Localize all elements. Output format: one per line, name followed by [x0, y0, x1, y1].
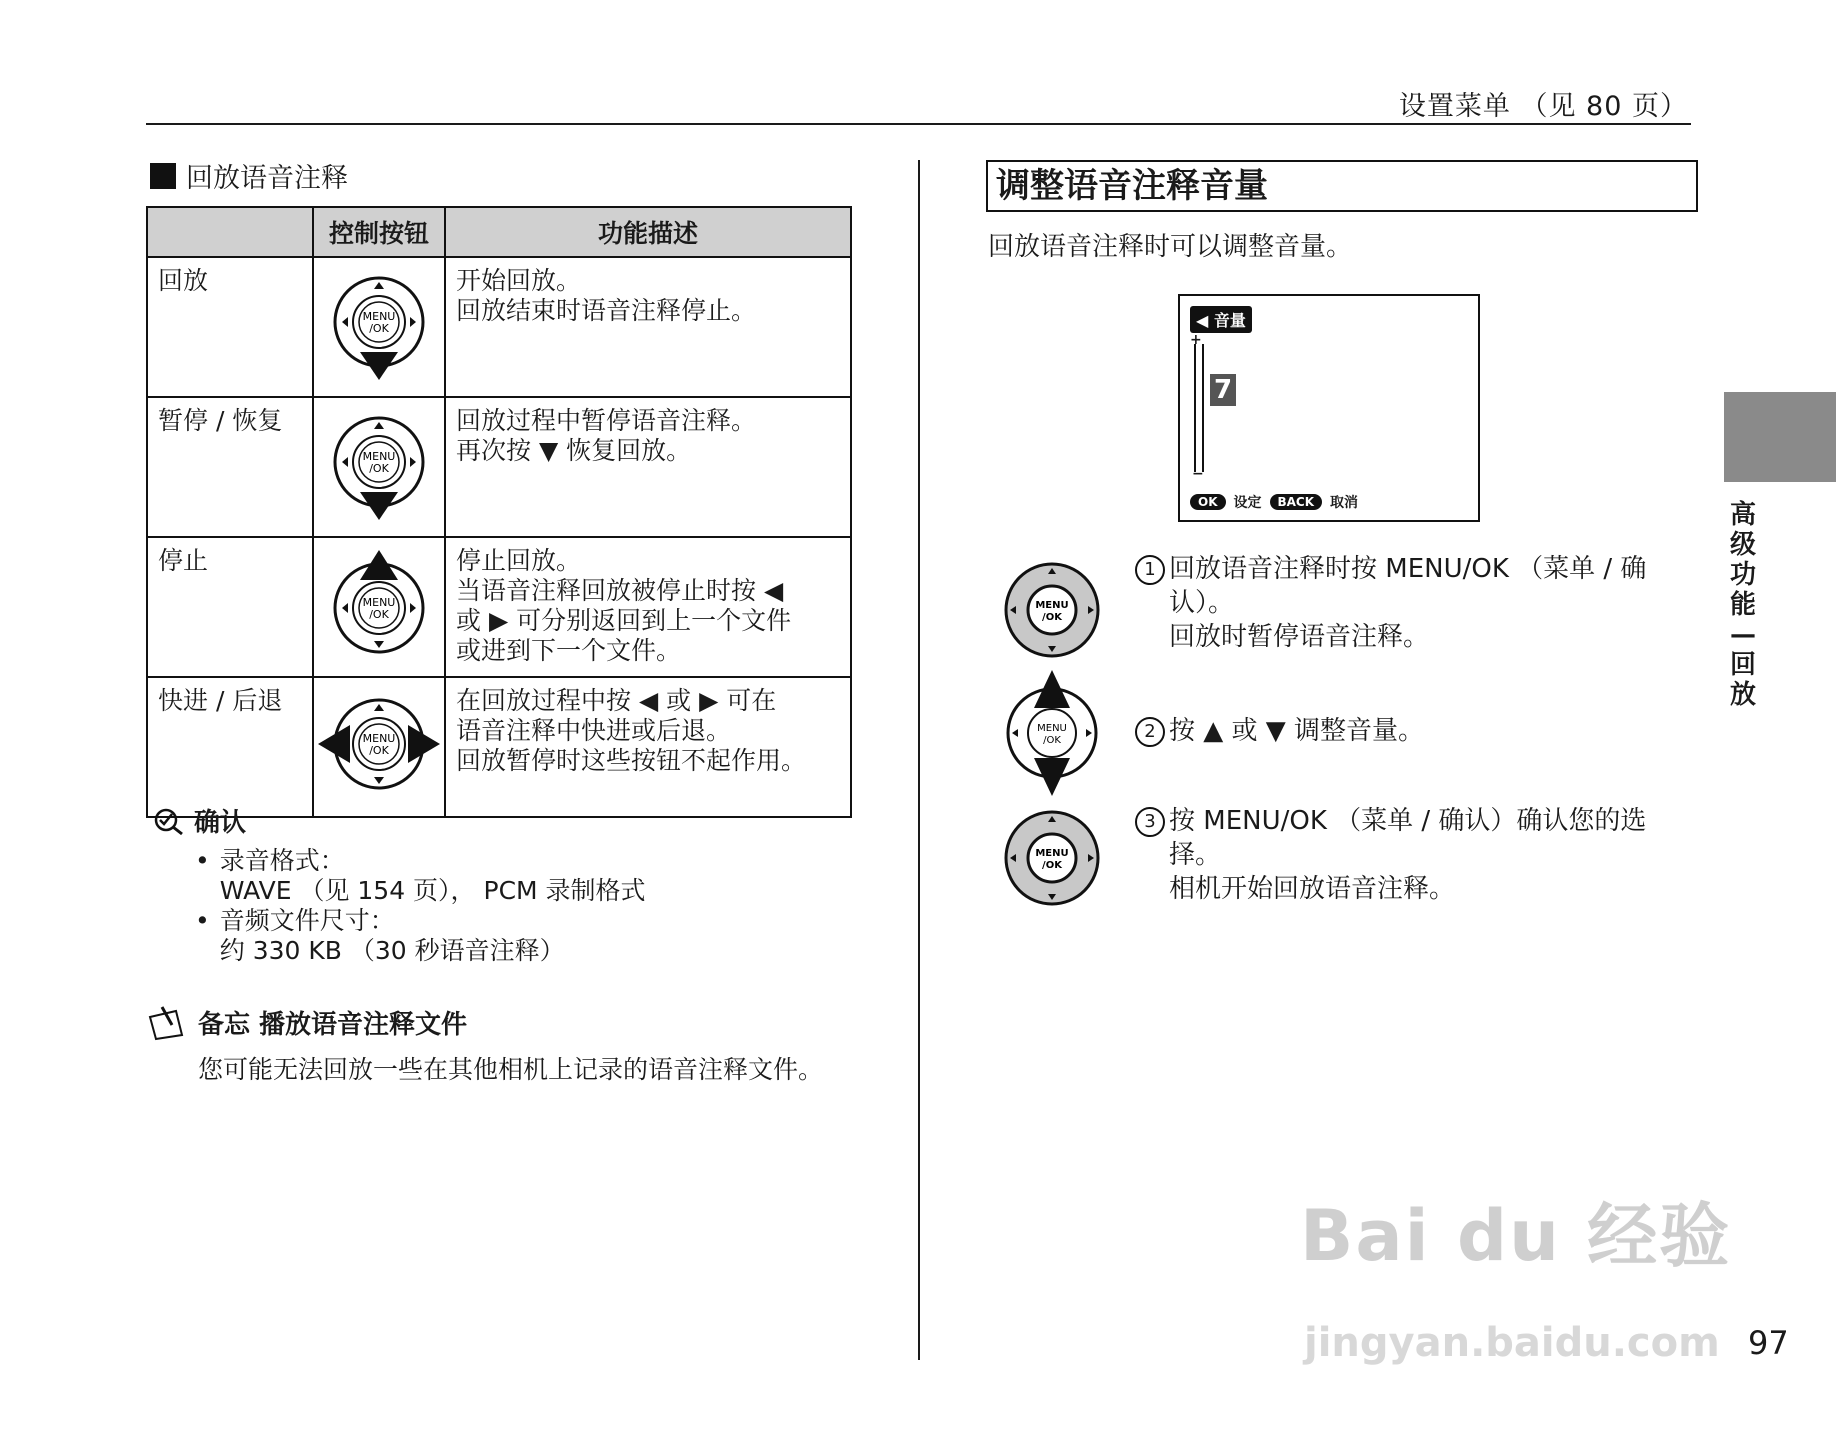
- svg-text:/OK: /OK: [369, 321, 389, 335]
- step-3: 3 按 MENU/OK （菜单 / 确认）确认您的选 择。 相机开始回放语音注释。: [1135, 804, 1695, 906]
- dial-menu-icon: [1002, 808, 1102, 908]
- row-name: 停止: [147, 537, 313, 677]
- table-row: [147, 397, 851, 537]
- row-desc: 在回放过程中按 ◀ 或 ▶ 可在 语音注释中快进或后退。 回放暂停时这些按钮不起作用。: [445, 677, 851, 817]
- check-title: 确认: [152, 802, 246, 839]
- check-list: [195, 846, 646, 966]
- section-title: 回放语音注释: [150, 156, 348, 195]
- step-1: 1 回放语音注释时按 MENU/OK （菜单 / 确 认）。 回放时暂停语音注释。: [1135, 552, 1695, 654]
- list-item: • 录音格式： WAVE （见 154 页）， PCM 录制格式: [195, 846, 646, 905]
- svg-text:/OK: /OK: [1042, 612, 1062, 623]
- memo-body: 您可能无法回放一些在其他相机上记录的语音注释文件。: [198, 1055, 824, 1084]
- row-desc: 停止回放。 当语音注释回放被停止时按 ◀ 或 ▶ 可分别返回到上一个文件 或进到下一个文件。: [445, 537, 851, 677]
- volume-level: 7: [1210, 374, 1236, 406]
- svg-text:MENU: MENU: [362, 731, 396, 745]
- side-label: 高级功能—回放: [1730, 500, 1757, 710]
- table-row: [147, 257, 851, 397]
- side-tab: [1724, 392, 1836, 482]
- svg-text:MENU: MENU: [362, 595, 396, 609]
- column-divider: [918, 160, 920, 1360]
- dpad-down-icon: [313, 257, 445, 397]
- table-row: [147, 537, 851, 677]
- back-label: 取消: [1330, 495, 1359, 511]
- svg-text:/OK: /OK: [1042, 860, 1062, 871]
- volume-tag: ◀ 音量: [1190, 306, 1252, 333]
- dpad-svg: [324, 266, 434, 382]
- table-header-empty: [147, 207, 313, 257]
- svg-text:MENU: MENU: [1035, 848, 1069, 859]
- intro-text: 回放语音注释时可以调整音量。: [988, 232, 1353, 262]
- step-number: 1: [1135, 555, 1165, 585]
- step-2: 2 按 ▲ 或 ▼ 调整音量。: [1135, 714, 1695, 748]
- lcd-footer: [1190, 492, 1358, 512]
- volume-scale: [1194, 344, 1204, 472]
- dial-menu-icon: [1002, 560, 1102, 660]
- svg-text:MENU: MENU: [362, 449, 396, 463]
- ok-pill: OK: [1190, 494, 1226, 510]
- step-number: 3: [1135, 807, 1165, 837]
- row-desc: 开始回放。 回放结束时语音注释停止。: [445, 257, 851, 397]
- volume-minus: −: [1192, 466, 1204, 482]
- svg-text:/OK: /OK: [369, 461, 389, 475]
- dial-updown-icon: [1002, 668, 1102, 798]
- svg-text:/OK: /OK: [369, 607, 389, 621]
- dpad-up-icon: [313, 537, 445, 677]
- check-magnifier-icon: [152, 806, 186, 836]
- svg-text:/OK: /OK: [369, 743, 389, 757]
- volume-plus: +: [1190, 332, 1202, 348]
- page-number: 97: [1748, 1324, 1789, 1362]
- square-bullet-icon: [150, 163, 176, 189]
- table-header-row: [147, 207, 851, 257]
- row-name: 回放: [147, 257, 313, 397]
- watermark-url: jingyan.baidu.com: [1304, 1320, 1720, 1366]
- svg-text:/OK: /OK: [1043, 735, 1061, 746]
- control-table: [146, 206, 852, 818]
- row-name: 快进 / 后退: [147, 677, 313, 817]
- row-name: 暂停 / 恢复: [147, 397, 313, 537]
- list-item: • 音频文件尺寸： 约 330 KB （30 秒语音注释）: [195, 906, 565, 965]
- header-rule: [146, 123, 1691, 125]
- section-box-title: 调整语音注释音量: [986, 160, 1698, 212]
- svg-text:MENU: MENU: [1035, 600, 1069, 611]
- camera-lcd-screen: [1178, 294, 1480, 522]
- dpad-down-icon: [313, 397, 445, 537]
- table-header-description: 功能描述: [445, 207, 851, 257]
- watermark-logo: Bai du 经验: [1300, 1195, 1732, 1277]
- memo-pencil-icon: [148, 1005, 188, 1041]
- dpad-leftright-icon: [313, 677, 445, 817]
- step-number: 2: [1135, 717, 1165, 747]
- row-desc: 回放过程中暂停语音注释。 再次按 ▼ 恢复回放。: [445, 397, 851, 537]
- table-header-buttons: 控制按钮: [313, 207, 445, 257]
- ok-label: 设定: [1233, 495, 1262, 511]
- svg-text:MENU: MENU: [1037, 723, 1067, 734]
- svg-text:MENU: MENU: [362, 309, 396, 323]
- table-row: [147, 677, 851, 817]
- back-pill: BACK: [1270, 494, 1323, 510]
- page-header: 设置菜单 （见 80 页）: [1398, 91, 1688, 122]
- memo-title: 备忘 播放语音注释文件: [148, 1004, 467, 1041]
